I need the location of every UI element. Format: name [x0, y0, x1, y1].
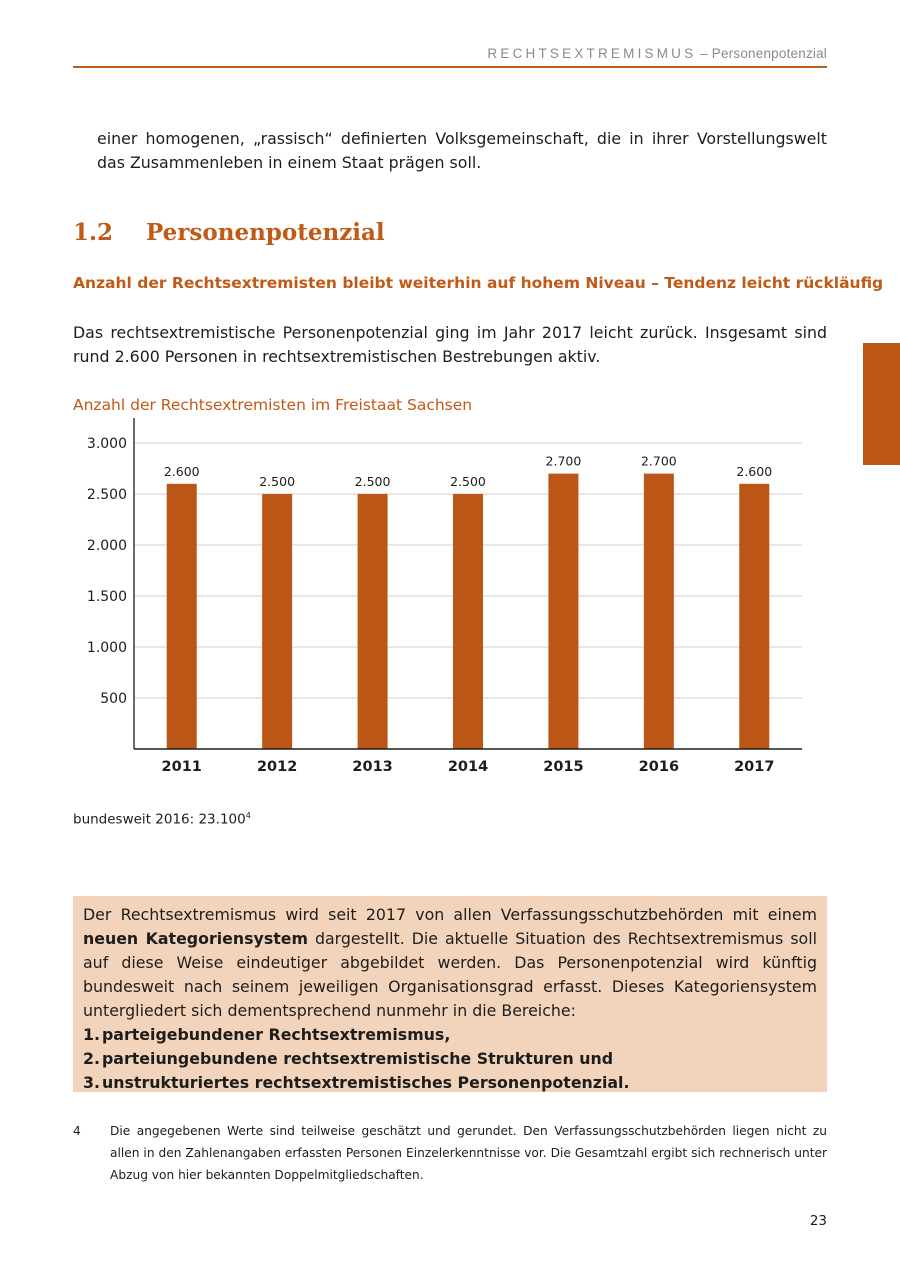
bar: [167, 484, 197, 749]
y-tick-label: 500: [100, 691, 127, 707]
body-paragraph: Das rechtsextremistische Personenpotenzial ging im Jahr 2017 leicht zurück. Insgesamt sind rund 2.600 Personen in rechtsextremistischen Bestrebungen aktiv.: [73, 323, 827, 366]
list-item-number: 1.: [83, 1025, 100, 1044]
y-tick-label: 1.000: [86, 640, 127, 656]
info-text-before: Der Rechtsextremismus wird seit 2017 von allen Verfassungsschutzbehörden mit einem: [83, 905, 817, 924]
section-number: 1.2: [73, 219, 114, 246]
list-item-text: parteiungebundene rechtsextremistische Strukturen und: [102, 1049, 614, 1068]
x-tick-label: 2017: [734, 759, 775, 775]
data-label: 2.500: [259, 474, 296, 489]
data-label: 2.700: [545, 453, 582, 469]
chart-title: Anzahl der Rechtsextremisten im Freistaat Sachsen: [73, 396, 473, 414]
chapter-tab-marker: [863, 343, 900, 465]
national-note: [73, 811, 251, 828]
subheading: Anzahl der Rechtsextremisten bleibt weiterhin auf hohem Niveau – Tendenz leicht rückläufig: [73, 274, 884, 292]
data-label: 2.500: [450, 474, 486, 489]
info-text-after: dargestellt. Die aktuelle Situation des Rechtsextremismus soll auf diese Weise eindeutiger abgebildet werden. Das Personenpotenzial wird künftig bundesweit nach seinem jeweiligen Organisationsgrad erfasst. Dieses Kategoriensystem untergliedert sich dementsprechend nunmehr in die Bereiche:: [83, 929, 817, 1020]
footnote-mark: 4: [245, 811, 251, 820]
intro-paragraph: einer homogenen, „rassisch“ definierten Volksgemeinschaft, die in ihrer Vorstellungswelt das Zusammenleben in einem Staat prägen soll.: [97, 129, 827, 172]
footnote-number: 4: [73, 1124, 81, 1138]
data-label: 2.600: [736, 463, 773, 479]
list-item: [83, 1071, 817, 1095]
running-head: [487, 46, 827, 61]
info-bold-term: neuen Kategoriensystem: [83, 929, 308, 948]
data-label: 2.500: [354, 474, 391, 489]
footnote-text: Die angegebenen Werte sind teilweise geschätzt und gerundet. Den Verfassungsschutzbehörden liegen nicht zu allen in den Zahlenangaben erfassten Personen Einzelerkenntnisse vor. Die Gesamtzahl ergibt sich rechnerisch unter Abzug von hier bekannten Doppelmitgliedschaften.: [110, 1124, 827, 1182]
footnote: [73, 1120, 827, 1186]
national-note-text: bundesweit 2016: 23.100: [73, 811, 246, 828]
page-number: 23: [809, 1213, 827, 1229]
list-item: [83, 1023, 817, 1047]
data-label: 2.600: [163, 463, 200, 479]
bar: [548, 474, 578, 749]
bar: [644, 474, 674, 749]
running-head-section: RECHTSEXTREMISMUS: [487, 46, 697, 61]
bar: [453, 494, 483, 749]
bar: [358, 494, 388, 749]
x-tick-label: 2013: [352, 759, 393, 775]
x-tick-label: 2016: [638, 759, 680, 775]
y-tick-label: 2.500: [86, 487, 127, 503]
list-item-text: unstrukturiertes rechtsextremistisches Personenpotenzial.: [102, 1073, 630, 1092]
section-title: Personenpotenzial: [146, 219, 385, 246]
y-tick-label: 1.500: [86, 589, 127, 605]
x-tick-label: 2011: [161, 759, 202, 775]
list-item: [83, 1047, 817, 1071]
section-heading: [73, 219, 385, 246]
info-box: [73, 896, 827, 1092]
running-head-subsection: – Personenpotenzial: [700, 46, 827, 61]
y-tick-label: 3.000: [86, 436, 127, 452]
data-label: 2.700: [640, 453, 677, 469]
header-rule: [73, 66, 827, 68]
x-tick-label: 2015: [543, 759, 584, 775]
list-item-number: 2.: [83, 1049, 100, 1068]
list-item-text: parteigebundener Rechtsextremismus,: [102, 1025, 451, 1044]
info-box-text: [83, 903, 817, 1023]
category-list: [83, 1023, 817, 1095]
y-tick-label: 2.000: [86, 538, 127, 554]
bar: [739, 484, 769, 749]
bar: [262, 494, 292, 749]
x-tick-label: 2012: [256, 759, 298, 775]
bar-chart: [60, 410, 820, 790]
x-tick-label: 2014: [447, 759, 489, 775]
list-item-number: 3.: [83, 1073, 100, 1092]
